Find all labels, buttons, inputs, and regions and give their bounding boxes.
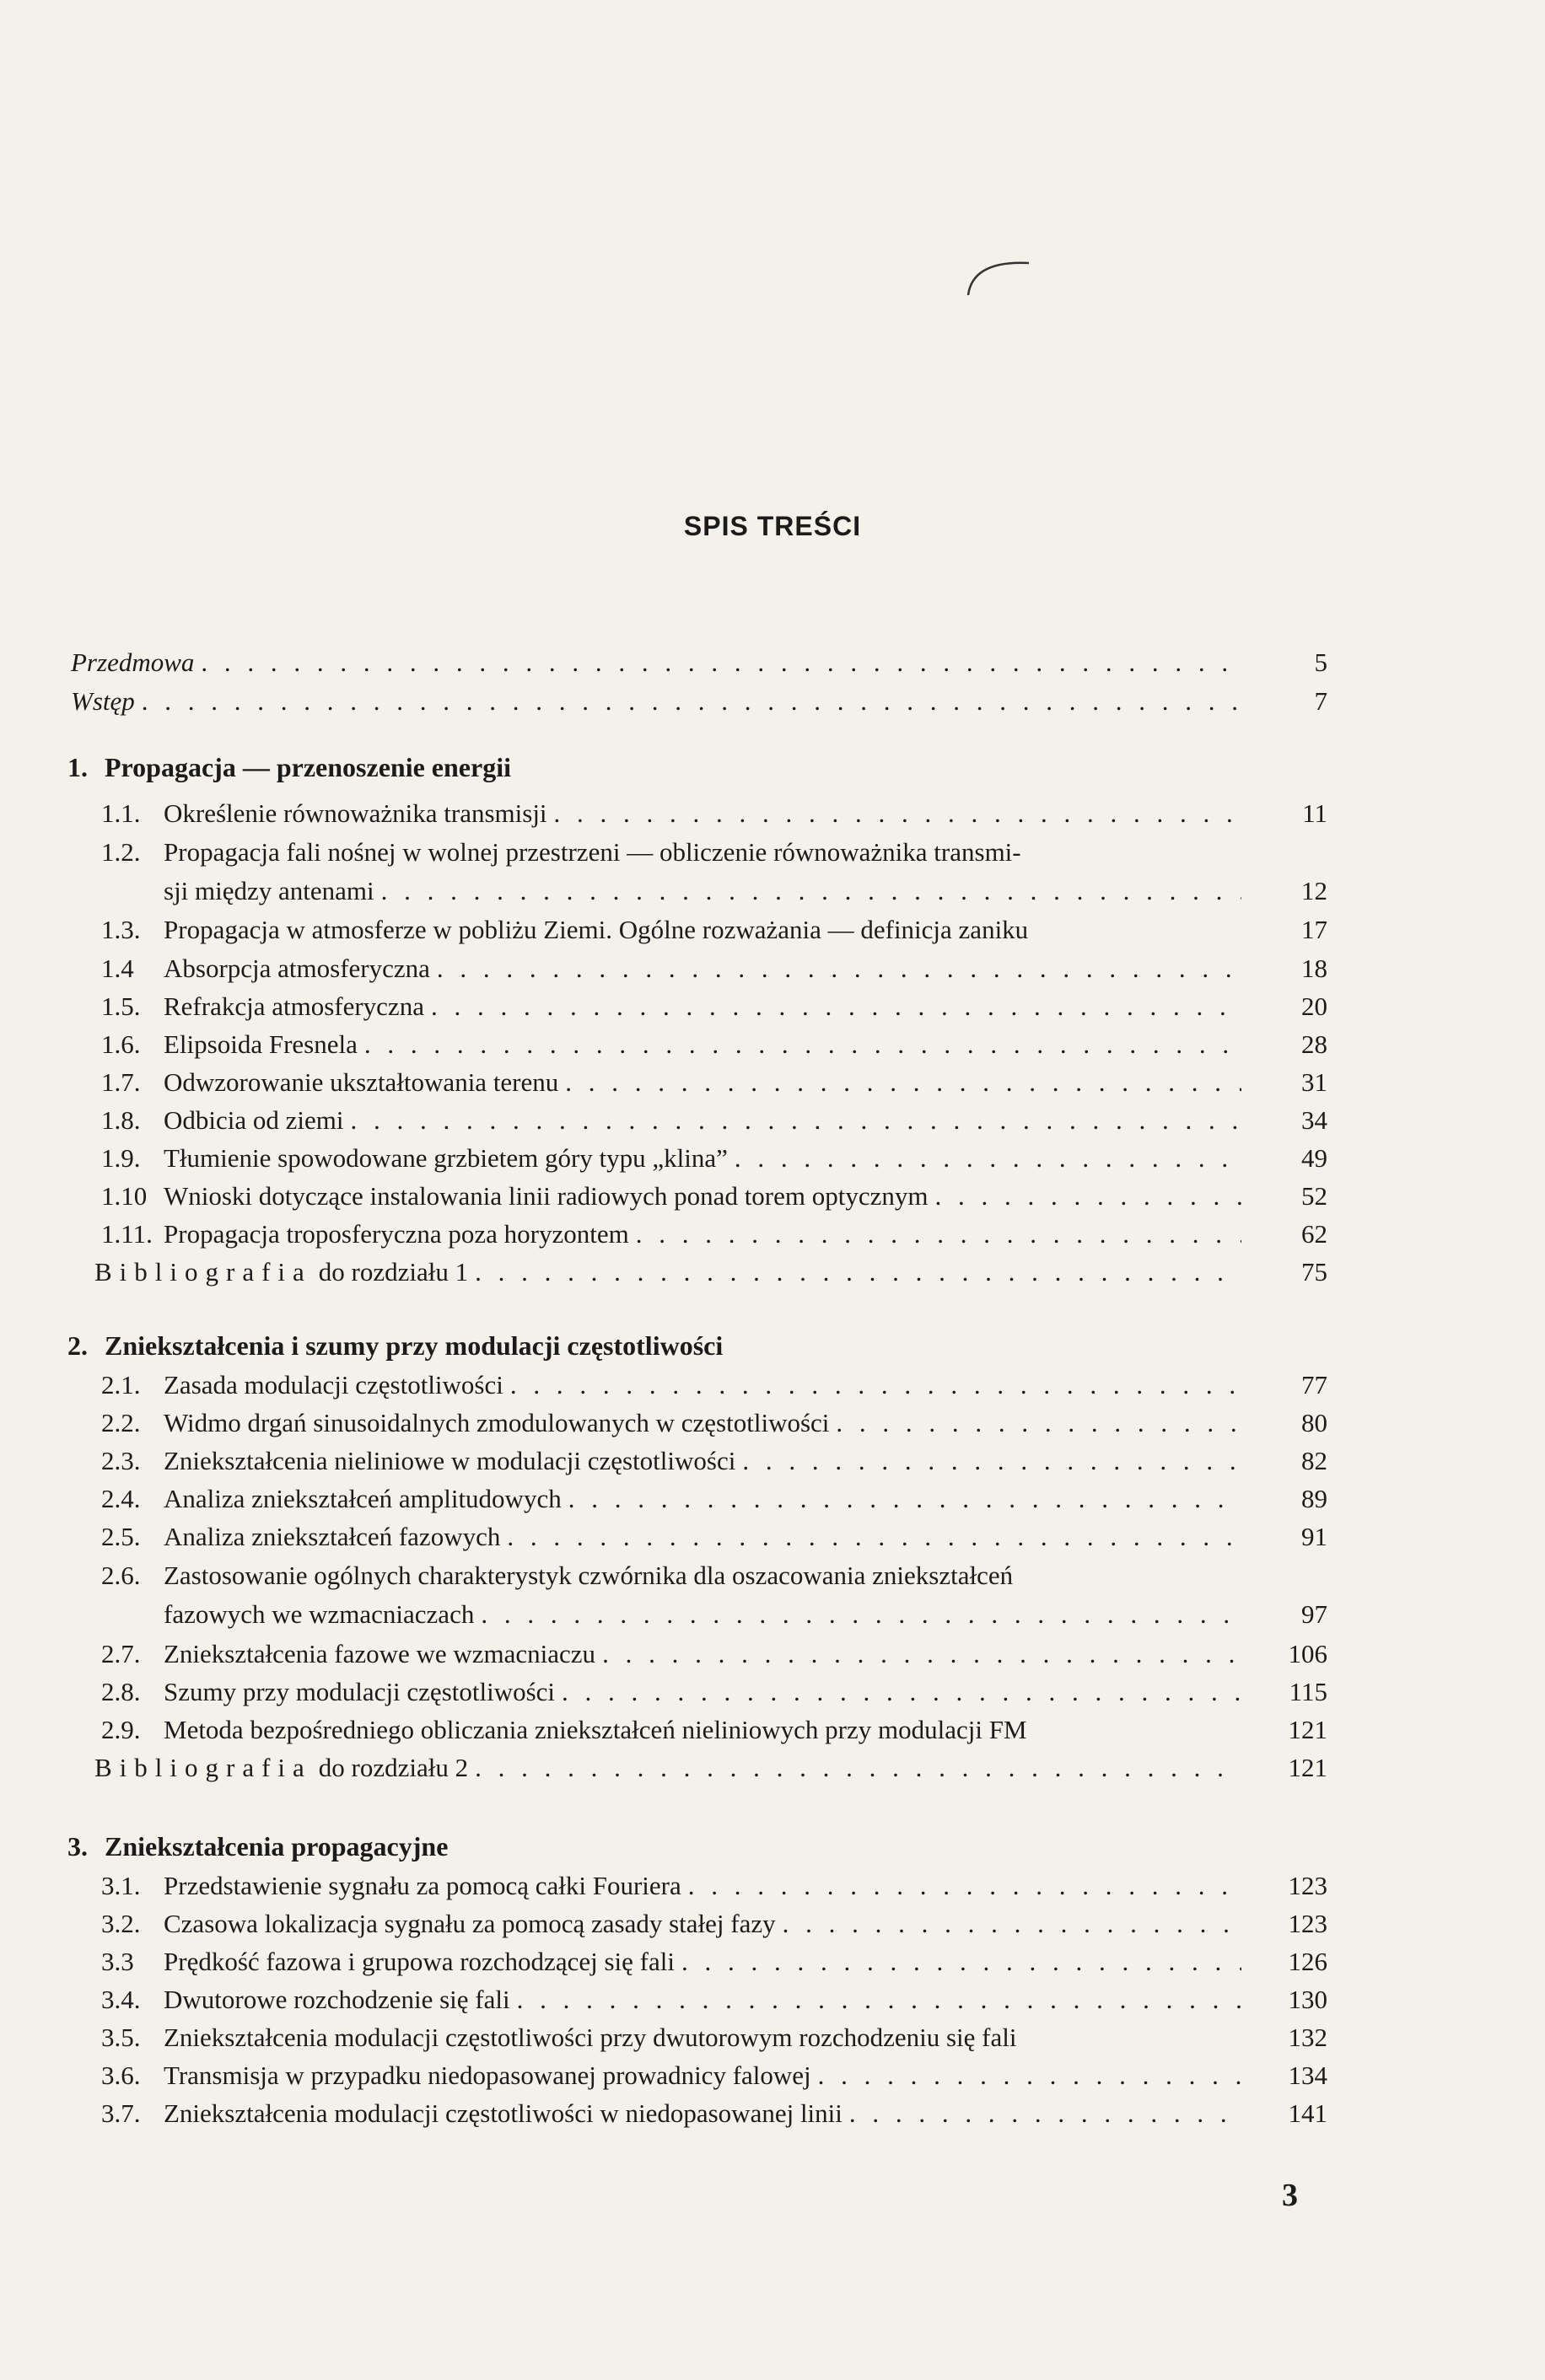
chapter-number: 1.: [67, 752, 88, 782]
dot-leader: [475, 1749, 1241, 1786]
dot-leader: [431, 988, 1241, 1025]
entry-label: Absorpcja atmosferyczna: [164, 954, 430, 983]
page-number: 28: [1301, 1029, 1327, 1059]
section-number: 1.11.: [101, 1219, 153, 1249]
entry-label: Transmisja w przypadku niedopasowanej prowadnicy falowej: [164, 2060, 811, 2090]
chapter-heading: [67, 1828, 448, 1865]
entry-label: Szumy przy modulacji częstotliwości: [164, 1677, 556, 1706]
page-number: 20: [1301, 991, 1327, 1021]
page-number: 89: [1301, 1484, 1327, 1513]
dot-leader: [554, 795, 1241, 832]
toc-entry: [101, 1905, 1327, 1942]
bibliography-chapter: do rozdziału 1: [318, 1257, 469, 1287]
entry-label: Zniekształcenia fazowe we wzmacniaczu: [164, 1639, 596, 1668]
page-number: 141: [1288, 2098, 1327, 2128]
section-number: 1.5.: [101, 991, 141, 1021]
section-number: 3.4.: [101, 1985, 141, 2014]
bibliography-chapter: do rozdziału 2: [318, 1753, 469, 1782]
dot-leader: [742, 1443, 1241, 1480]
dot-leader: [437, 950, 1241, 987]
dot-leader: [481, 1596, 1241, 1633]
page-number: 52: [1301, 1181, 1327, 1211]
page-number: 121: [1288, 1715, 1327, 1744]
entry-label: Widmo drgań sinusoidalnych zmodulowanych w częstotliwości: [164, 1408, 830, 1437]
entry-label: Czasowa lokalizacja sygnału za pomocą zasady stałej fazy: [164, 1909, 776, 1938]
toc-entry: [101, 1867, 1327, 1905]
page-number: 121: [1288, 1753, 1327, 1782]
entry-label: Propagacja w atmosferze w pobliżu Ziemi. Ogólne rozważania — definicja zaniku: [164, 915, 1029, 944]
entry-label: Prędkość fazowa i grupowa rozchodzącej się fali: [164, 1947, 675, 1976]
dot-leader: [562, 1674, 1241, 1711]
entry-label: Przedmowa: [71, 647, 195, 677]
entry-label: Przedstawienie sygnału za pomocą całki Fouriera: [164, 1871, 681, 1900]
dot-leader: [475, 1254, 1241, 1291]
dot-leader: [517, 1981, 1241, 2018]
dot-leader: [818, 2057, 1241, 2094]
toc-entry: [101, 1636, 1327, 1673]
toc-entry: [101, 1140, 1327, 1177]
page-number: 7: [1314, 686, 1327, 716]
toc-entry: [101, 1102, 1327, 1139]
dot-leader: [142, 683, 1241, 720]
toc-entry: [101, 950, 1327, 987]
section-number: 1.3.: [101, 915, 141, 944]
bibliography-entry: [94, 1254, 1327, 1291]
page-number: 106: [1288, 1639, 1327, 1668]
page-number: 82: [1301, 1446, 1327, 1475]
chapter-heading: [67, 1327, 723, 1364]
toc-entry: [101, 911, 1327, 948]
page-number: 91: [1301, 1522, 1327, 1551]
section-number: 1.6.: [101, 1029, 141, 1059]
dot-leader: [351, 1102, 1242, 1139]
section-number: 1.8.: [101, 1105, 141, 1135]
toc-entry: [101, 2095, 1327, 2132]
dot-leader: [602, 1636, 1241, 1673]
dot-leader: [507, 1518, 1241, 1555]
entry-label-continued: sji między antenami: [164, 876, 374, 905]
entry-label: Tłumienie spowodowane grzbietem góry typu „klina”: [164, 1143, 728, 1173]
toc-entry: [101, 1518, 1327, 1555]
entry-label: Zniekształcenia nieliniowe w modulacji częstotliwości: [164, 1446, 736, 1475]
toc-entry: [101, 1178, 1327, 1215]
bibliography-label: Bibliografia: [94, 1753, 312, 1782]
section-number: 1.10: [101, 1181, 148, 1211]
entry-label: Wstęp: [71, 686, 135, 716]
entry-label: Zniekształcenia modulacji częstotliwości przy dwutorowym rozchodzeniu się fali: [164, 2023, 1017, 2052]
dot-leader: [849, 2095, 1241, 2132]
toc-entry: [101, 2057, 1327, 2094]
chapter-title: Propagacja — przenoszenie energii: [105, 752, 511, 782]
section-number: 3.6.: [101, 2060, 141, 2090]
section-number: 2.9.: [101, 1715, 141, 1744]
toc-entry: [101, 2019, 1327, 2056]
section-number: 2.4.: [101, 1484, 141, 1513]
section-number: 2.7.: [101, 1639, 141, 1668]
toc-entry: [101, 1216, 1327, 1253]
page-number: 134: [1288, 2060, 1327, 2090]
page-number: 17: [1301, 915, 1327, 944]
section-number: 1.2.: [101, 837, 141, 867]
toc-entry: [101, 1405, 1327, 1442]
entry-label: Propagacja fali nośnej w wolnej przestrzeni — obliczenie równoważnika transmi-: [164, 837, 1021, 867]
dot-leader: [681, 1943, 1241, 1980]
entry-label: Zniekształcenia modulacji częstotliwości w niedopasowanej linii: [164, 2098, 842, 2128]
entry-label: Analiza zniekształceń amplitudowych: [164, 1484, 562, 1513]
page-number: 62: [1301, 1219, 1327, 1249]
toc-entry: [101, 1943, 1327, 1980]
section-number: 1.7.: [101, 1067, 141, 1097]
section-number: 1.4: [101, 954, 134, 983]
chapter-number: 3.: [67, 1831, 88, 1862]
entry-label: Elipsoida Fresnela: [164, 1029, 358, 1059]
dot-leader: [783, 1905, 1241, 1942]
bibliography-label: Bibliografia: [94, 1257, 312, 1287]
dot-leader: [565, 1064, 1241, 1101]
section-number: 2.2.: [101, 1408, 141, 1437]
toc-entry: [101, 1443, 1327, 1480]
dot-leader: [735, 1140, 1241, 1177]
entry-label: Odbicia od ziemi: [164, 1105, 344, 1135]
toc-entry-wstep: [71, 683, 1327, 720]
dot-leader: [636, 1216, 1241, 1253]
page-number: 97: [1301, 1599, 1327, 1629]
toc-entry: [101, 988, 1327, 1025]
pencil-mark: [961, 253, 1037, 304]
page-number: 34: [1301, 1105, 1327, 1135]
dot-leader: [836, 1405, 1241, 1442]
dot-leader: [510, 1367, 1241, 1404]
entry-label: Dwutorowe rozchodzenie się fali: [164, 1985, 510, 2014]
page-number: 11: [1302, 798, 1327, 828]
section-number: 3.1.: [101, 1871, 141, 1900]
section-number: 2.8.: [101, 1677, 141, 1706]
page-number: 123: [1288, 1871, 1327, 1900]
section-number: 1.1.: [101, 798, 141, 828]
toc-entry: [101, 1480, 1327, 1518]
toc-entry: [101, 1367, 1327, 1404]
page-number: 126: [1288, 1947, 1327, 1976]
page-number: 130: [1288, 1985, 1327, 2014]
dot-leader: [201, 644, 1241, 681]
toc-entry: [101, 1674, 1327, 1711]
entry-label: Propagacja troposferyczna poza horyzontem: [164, 1219, 629, 1249]
section-number: 3.5.: [101, 2023, 141, 2052]
page-number: 12: [1301, 876, 1327, 905]
dot-leader: [935, 1178, 1242, 1215]
toc-entry: [101, 1026, 1327, 1063]
section-number: 3.2.: [101, 1909, 141, 1938]
section-number: 3.7.: [101, 2098, 141, 2128]
chapter-title: Zniekształcenia i szumy przy modulacji częstotliwości: [105, 1330, 724, 1361]
page-number: 18: [1301, 954, 1327, 983]
page-number: 31: [1301, 1067, 1327, 1097]
entry-label: Analiza zniekształceń fazowych: [164, 1522, 501, 1551]
toc-entry-continuation: [164, 1596, 1327, 1633]
entry-label: Refrakcja atmosferyczna: [164, 991, 424, 1021]
entry-label: Metoda bezpośredniego obliczania zniekształceń nieliniowych przy modulacji FM: [164, 1715, 1027, 1744]
section-number: 2.5.: [101, 1522, 141, 1551]
dot-leader: [688, 1867, 1241, 1905]
section-number: 3.3: [101, 1947, 134, 1976]
toc-entry-first-line: [101, 834, 1021, 871]
page-number: 5: [1314, 647, 1327, 677]
section-number: 2.1.: [101, 1370, 141, 1400]
entry-label: Zastosowanie ogólnych charakterystyk czwórnika dla oszacowania zniekształceń: [164, 1561, 1014, 1590]
dot-leader: [364, 1026, 1241, 1063]
toc-entry: [101, 1981, 1327, 2018]
dot-leader: [381, 873, 1241, 910]
entry-label-continued: fazowych we wzmacniaczach: [164, 1599, 475, 1629]
toc-entry: [101, 1064, 1327, 1101]
page-number: 115: [1289, 1677, 1327, 1706]
dot-leader: [568, 1480, 1241, 1518]
section-number: 1.9.: [101, 1143, 141, 1173]
toc-entry-first-line: [101, 1557, 1013, 1594]
page-number: 77: [1301, 1370, 1327, 1400]
page-number: 49: [1301, 1143, 1327, 1173]
bibliography-entry: [94, 1749, 1327, 1786]
chapter-title: Zniekształcenia propagacyjne: [105, 1831, 449, 1862]
page-number: 132: [1288, 2023, 1327, 2052]
chapter-number: 2.: [67, 1330, 88, 1361]
page-folio: 3: [1282, 2178, 1298, 2213]
entry-label: Określenie równoważnika transmisji: [164, 798, 547, 828]
section-number: 2.3.: [101, 1446, 141, 1475]
page-number: 80: [1301, 1408, 1327, 1437]
page-title: SPIS TREŚCI: [683, 511, 862, 541]
toc-entry-przedmowa: [71, 644, 1327, 681]
section-number: 2.6.: [101, 1561, 141, 1590]
entry-label: Odwzorowanie ukształtowania terenu: [164, 1067, 559, 1097]
entry-label: Zasada modulacji częstotliwości: [164, 1370, 503, 1400]
toc-entry: [101, 795, 1327, 832]
page-number: 123: [1288, 1909, 1327, 1938]
chapter-heading: [67, 749, 511, 786]
entry-label: Wnioski dotyczące instalowania linii radiowych ponad torem optycznym: [164, 1181, 929, 1211]
page-number: 75: [1301, 1257, 1327, 1287]
toc-entry-continuation: [164, 873, 1327, 910]
toc-entry: [101, 1711, 1327, 1749]
